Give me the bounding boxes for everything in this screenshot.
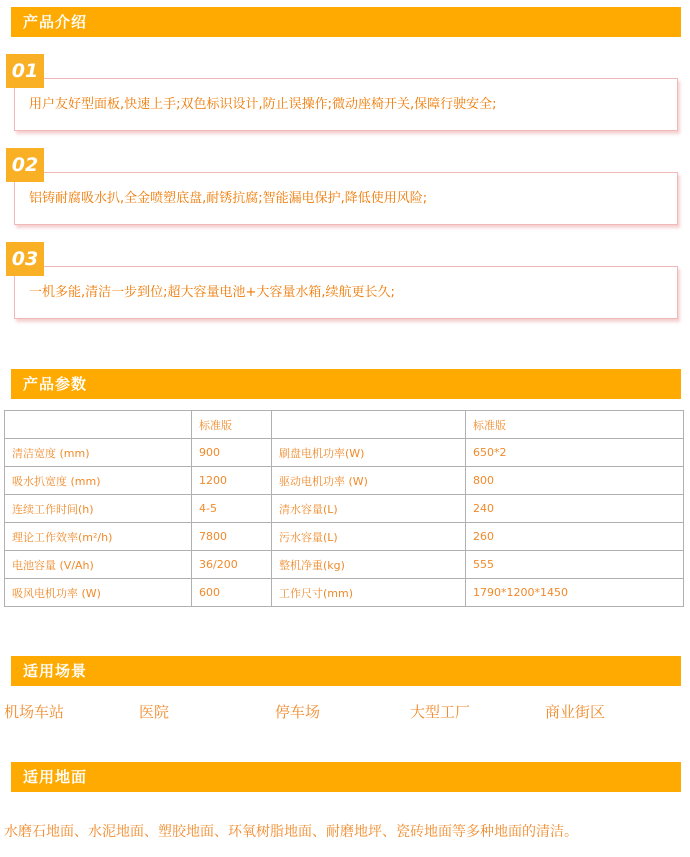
header-tick	[7, 369, 11, 399]
param-value: 7800	[192, 523, 272, 551]
badge-number: 02	[11, 154, 39, 176]
param-value: 800	[466, 467, 684, 495]
param-value: 36/200	[192, 551, 272, 579]
section-title: 产品参数	[23, 375, 88, 393]
params-table	[4, 410, 684, 607]
param-value: 1790*1200*1450	[466, 579, 684, 607]
table-row	[5, 439, 684, 467]
table-row	[5, 523, 684, 551]
table-header-cell: 标准版	[192, 411, 272, 439]
badge-number: 01	[11, 60, 39, 82]
param-value: 260	[466, 523, 684, 551]
scene-item: 商业街区	[545, 703, 606, 721]
param-label: 整机净重(kg)	[272, 551, 466, 579]
table-row	[5, 551, 684, 579]
param-value: 650*2	[466, 439, 684, 467]
param-label: 污水容量(L)	[272, 523, 466, 551]
scene-item: 机场车站	[4, 703, 65, 721]
number-badge-3	[6, 242, 44, 276]
section-title: 适用场景	[23, 662, 88, 680]
header-tick	[7, 7, 11, 37]
param-label: 理论工作效率(m²/h)	[5, 523, 192, 551]
table-header-cell: 标准版	[466, 411, 684, 439]
number-badge-1	[6, 54, 44, 88]
table-row	[5, 467, 684, 495]
param-label: 清水容量(L)	[272, 495, 466, 523]
feature-text: 铝铸耐腐吸水扒,全金喷塑底盘,耐锈抗腐;智能漏电保护,降低使用风险;	[29, 191, 428, 206]
header-tick	[7, 656, 11, 686]
section-header-intro	[7, 7, 681, 37]
section-header-params	[7, 369, 681, 399]
param-label: 连续工作时间(h)	[5, 495, 192, 523]
number-badge-2	[6, 148, 44, 182]
param-label: 工作尺寸(mm)	[272, 579, 466, 607]
header-tick	[7, 762, 11, 792]
scene-list	[4, 701, 684, 723]
table-row	[5, 495, 684, 523]
section-title: 适用地面	[23, 768, 88, 786]
param-label: 吸水扒宽度 (mm)	[5, 467, 192, 495]
feature-box-2	[14, 172, 678, 225]
scene-item: 停车场	[275, 703, 321, 721]
feature-text: 一机多能,清洁一步到位;超大容量电池+大容量水箱,续航更长久;	[29, 285, 395, 300]
param-label: 吸风电机功率 (W)	[5, 579, 192, 607]
floor-description: 水磨石地面、水泥地面、塑胶地面、环氧树脂地面、耐磨地坪、瓷砖地面等多种地面的清洁。	[4, 824, 578, 840]
feature-box-3	[14, 266, 678, 319]
section-title: 产品介绍	[23, 13, 88, 31]
param-value: 600	[192, 579, 272, 607]
scene-item: 大型工厂	[410, 703, 471, 721]
scene-item: 医院	[139, 703, 170, 721]
table-header-cell	[272, 411, 466, 439]
section-header-floors	[7, 762, 681, 792]
param-value: 240	[466, 495, 684, 523]
table-header-row	[5, 411, 684, 439]
param-value: 4-5	[192, 495, 272, 523]
param-value: 555	[466, 551, 684, 579]
feature-box-1	[14, 78, 678, 131]
badge-number: 03	[11, 248, 39, 270]
param-value: 1200	[192, 467, 272, 495]
section-header-scenes	[7, 656, 681, 686]
feature-text: 用户友好型面板,快速上手;双色标识设计,防止误操作;微动座椅开关,保障行驶安全;	[29, 97, 497, 112]
param-label: 电池容量 (V/Ah)	[5, 551, 192, 579]
param-label: 刷盘电机功率(W)	[272, 439, 466, 467]
table-row	[5, 579, 684, 607]
table-header-cell	[5, 411, 192, 439]
param-value: 900	[192, 439, 272, 467]
param-label: 驱动电机功率 (W)	[272, 467, 466, 495]
param-label: 清洁宽度 (mm)	[5, 439, 192, 467]
